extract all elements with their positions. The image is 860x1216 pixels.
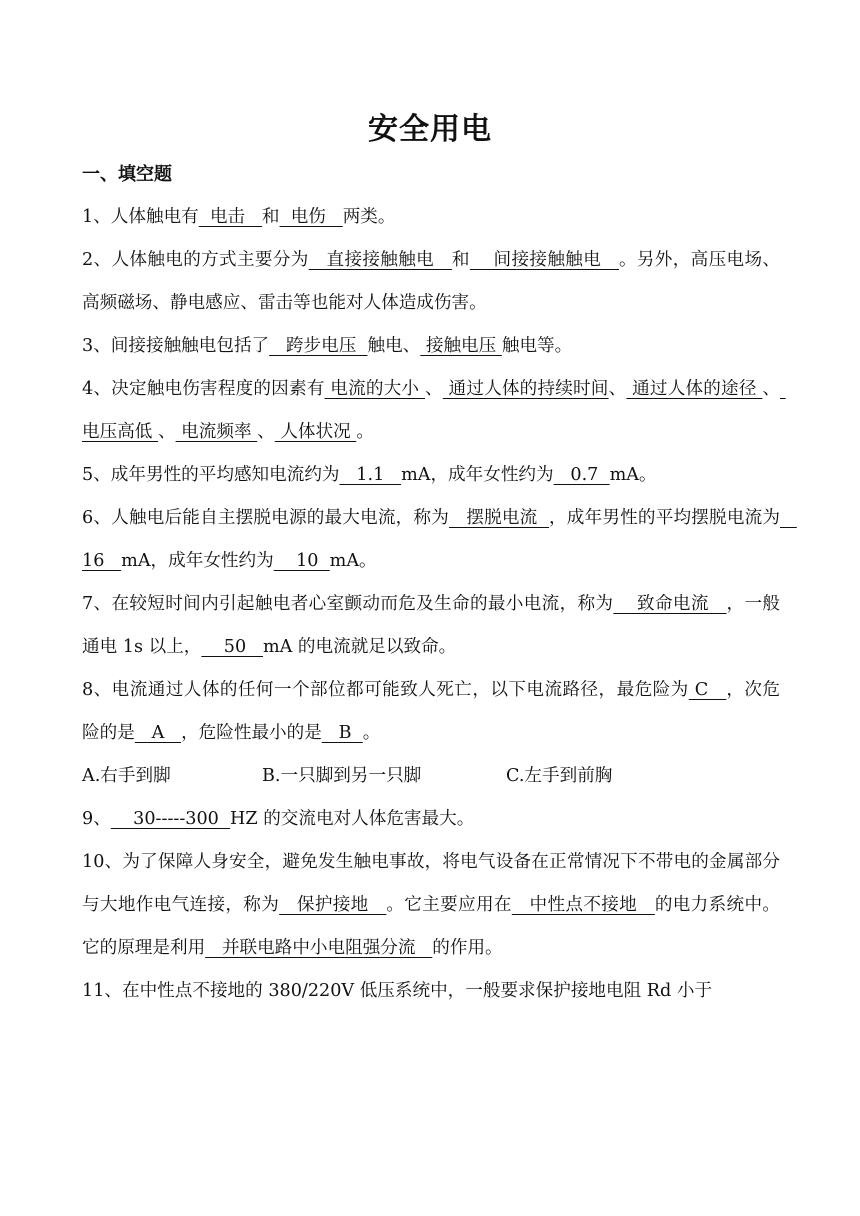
q6-text: 6、人触电后能自主摆脱电源的最大电流，称为 bbox=[82, 508, 449, 528]
q5-text: mA，成年女性约为 bbox=[401, 465, 554, 485]
q4-text: 、 bbox=[762, 379, 781, 399]
q3-text: 触电等。 bbox=[501, 336, 573, 356]
q8-answer-1: C bbox=[688, 680, 727, 700]
q5-answer-1: 1.1 bbox=[339, 465, 402, 485]
q6-answer-2: 16 bbox=[82, 508, 797, 571]
q6-text: mA，成年女性约为 bbox=[121, 551, 274, 571]
q8-answer-2: A bbox=[134, 723, 182, 743]
option-b: B.一只脚到另一只脚 bbox=[262, 766, 422, 786]
q10-answer-3: 并联电路中小电阻强分流 bbox=[205, 938, 433, 958]
page-title: 安全用电 bbox=[368, 112, 492, 147]
option-a: A.右手到脚 bbox=[82, 766, 171, 786]
q4-answer-4: 电压高低 bbox=[82, 379, 786, 442]
q7-answer-1: 致命电流 bbox=[613, 594, 727, 614]
q5-text: mA。 bbox=[609, 465, 657, 485]
question-1 bbox=[82, 196, 780, 239]
q4-answer-6: 人体状况 bbox=[274, 422, 357, 442]
q1-answer-2: 电伤 bbox=[279, 207, 343, 227]
q7-answer-2: 50 bbox=[201, 637, 263, 657]
q10-text: 的电力系统中。它的原理是利用 bbox=[82, 895, 780, 958]
question-3 bbox=[82, 325, 780, 368]
q9-text: 9、 bbox=[82, 809, 111, 829]
q10-text: 10、为了保障人身安全，避免发生触电事故，将电气设备在正常情况下不带电的金属部分与大地作电气连接，称为 bbox=[82, 852, 780, 915]
q8-text: 8、电流通过人体的任何一个部位都可能致人死亡，以下电流路径，最危险为 bbox=[82, 680, 689, 700]
q2-text: 。另外，高压电场、高频磁场、静电感应、雷击等也能对人体造成伤害。 bbox=[82, 250, 780, 313]
option-c: C.左手到前胸 bbox=[506, 766, 613, 786]
q8-text: 。 bbox=[362, 723, 381, 743]
q4-text: 、 bbox=[608, 379, 627, 399]
q4-text: 、 bbox=[157, 422, 176, 442]
q3-text: 触电、 bbox=[367, 336, 421, 356]
q9-answer-1: 30-----300 bbox=[110, 809, 231, 829]
question-list bbox=[82, 196, 797, 1013]
q4-text: 4、决定触电伤害程度的因素有 bbox=[82, 379, 325, 399]
q5-text: 5、成年男性的平均感知电流约为 bbox=[82, 465, 340, 485]
q4-answer-2: 通过人体的持续时间 bbox=[442, 379, 609, 399]
q1-text: 两类。 bbox=[342, 207, 396, 227]
q9-text: HZ 的交流电对人体危害最大。 bbox=[230, 809, 475, 829]
q8-answer-3: B bbox=[321, 723, 363, 743]
q4-text: 。 bbox=[356, 422, 374, 442]
q2-text: 和 bbox=[451, 250, 470, 270]
question-4 bbox=[82, 368, 786, 454]
q2-answer-2: 间接接触触电 bbox=[469, 250, 619, 270]
q4-answer-5: 电流频率 bbox=[175, 422, 258, 442]
q7-text: ，一般通电 1s 以上， bbox=[82, 594, 780, 657]
q10-answer-2: 中性点不接地 bbox=[511, 895, 655, 915]
q2-text: 2、人体触电的方式主要分为 bbox=[82, 250, 309, 270]
q6-text: ，成年男性的平均摆脱电流为 bbox=[549, 508, 780, 528]
q8-text: ，次危险的是 bbox=[82, 680, 780, 743]
q8-text: ，危险性最小的是 bbox=[181, 723, 322, 743]
q10-text: 的作用。 bbox=[432, 938, 503, 958]
question-10 bbox=[82, 841, 780, 970]
q1-text: 1、人体触电有 bbox=[82, 207, 199, 227]
q3-answer-2: 接触电压 bbox=[420, 336, 502, 356]
question-8 bbox=[82, 669, 780, 755]
q4-answer-1: 电流的大小 bbox=[324, 379, 425, 399]
q11-text: 11、在中性点不接地的 380/220V 低压系统中，一般要求保护接地电阻 Rd 小于 bbox=[82, 981, 713, 1001]
q4-text: 、 bbox=[257, 422, 275, 442]
q6-answer-1: 摆脱电流 bbox=[449, 508, 550, 528]
q7-text: mA 的电流就足以致命。 bbox=[262, 637, 457, 657]
q1-answer-1: 电击 bbox=[198, 207, 262, 227]
q3-answer-1: 跨步电压 bbox=[269, 336, 368, 356]
question-9 bbox=[82, 798, 780, 841]
q6-text: mA。 bbox=[329, 551, 377, 571]
question-7 bbox=[82, 583, 780, 669]
q10-answer-1: 保护接地 bbox=[279, 895, 387, 915]
section-heading: 一、填空题 bbox=[82, 164, 172, 185]
question-2 bbox=[82, 239, 780, 325]
q4-text: 、 bbox=[425, 379, 443, 399]
question-8-options bbox=[82, 755, 780, 798]
q2-answer-1: 直接接触触电 bbox=[308, 250, 452, 270]
question-5 bbox=[82, 454, 780, 497]
q1-text: 和 bbox=[261, 207, 280, 227]
q4-answer-3: 通过人体的途径 bbox=[626, 379, 763, 399]
question-11 bbox=[82, 970, 780, 1013]
q7-text: 7、在较短时间内引起触电者心室颤动而危及生命的最小电流，称为 bbox=[82, 594, 614, 614]
q5-answer-2: 0.7 bbox=[553, 465, 610, 485]
q10-text: 。它主要应用在 bbox=[386, 895, 512, 915]
q3-text: 3、间接接触触电包括了 bbox=[82, 336, 270, 356]
question-6 bbox=[82, 497, 797, 583]
q6-answer-3: 10 bbox=[273, 551, 330, 571]
